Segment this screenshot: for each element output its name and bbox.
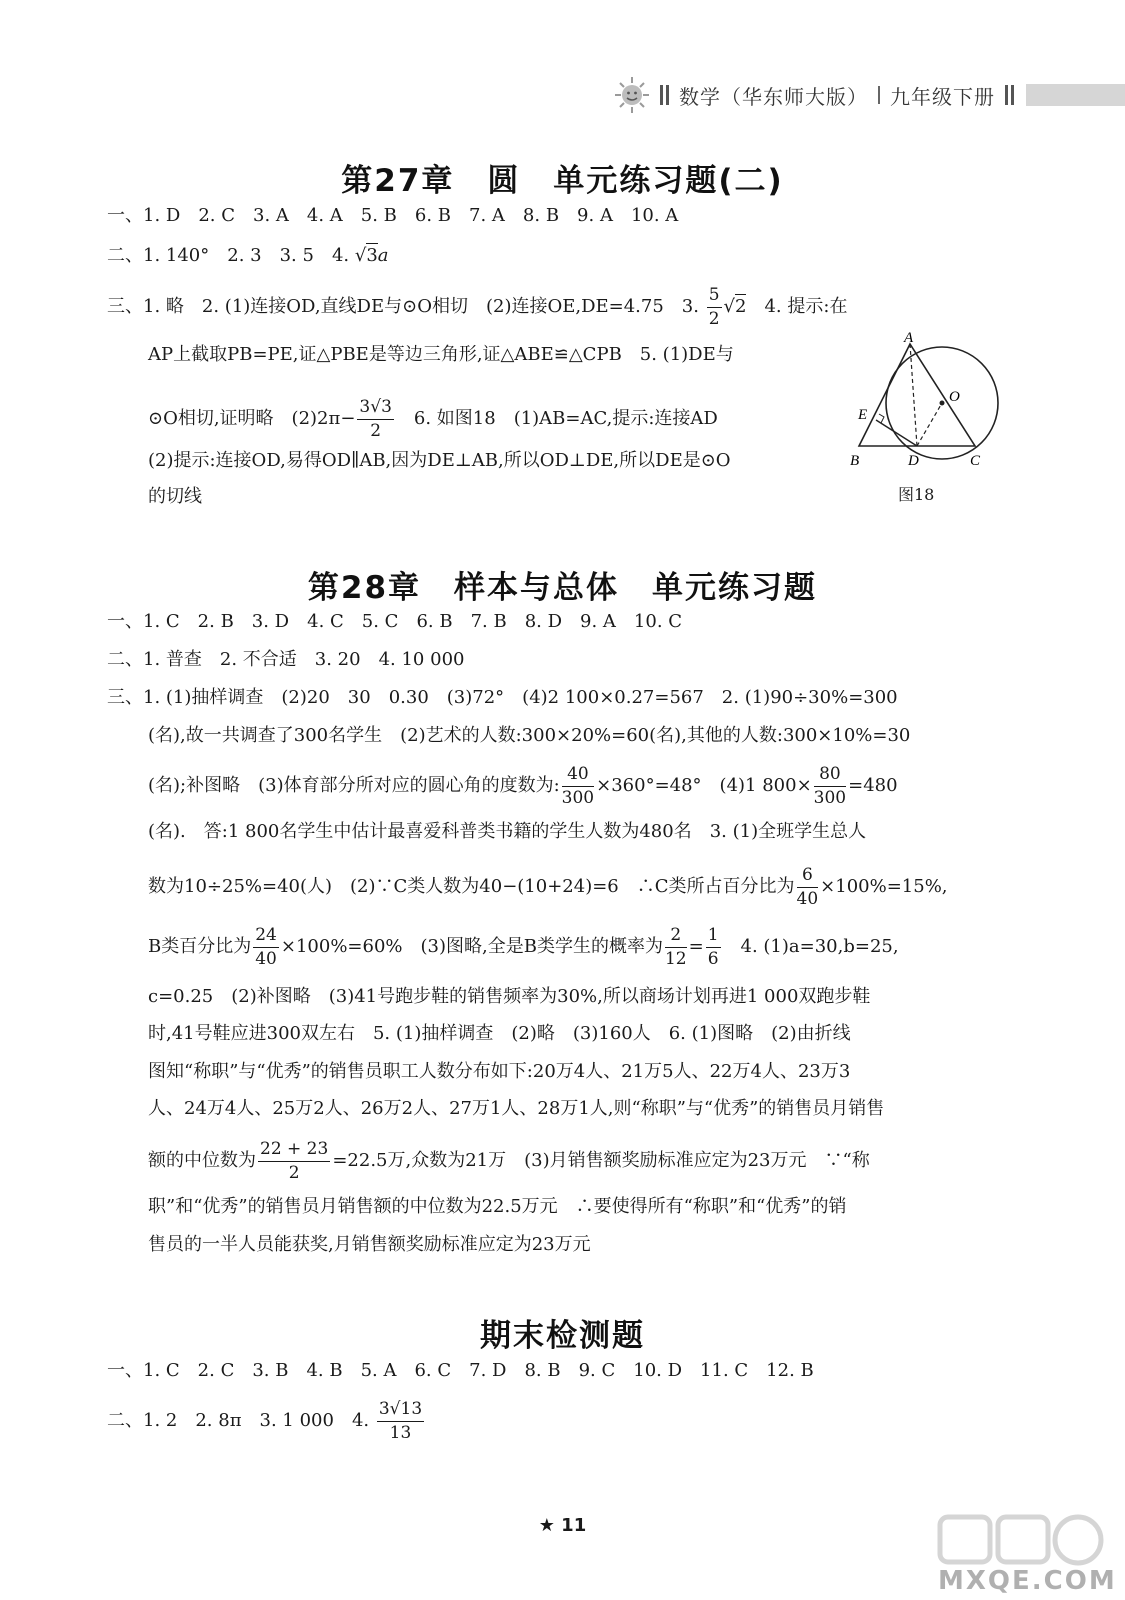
fraction: $\frac{24}{40}$ — [255, 925, 277, 969]
sun-logo-icon — [608, 74, 656, 116]
header-grade: 九年级下册 — [890, 84, 995, 109]
fraction: $\frac{80}{300}$ — [813, 764, 847, 808]
page-number: ★ 11 — [538, 1515, 587, 1536]
header-divider — [666, 85, 669, 105]
ch28-part3-line13: 售员的一半人员能获奖,月销售额奖励标准应定为23万元 — [148, 1234, 591, 1255]
fraction: $\frac{5}{2}$ — [708, 285, 720, 329]
ch28-part3-line8: 时,41号鞋应进300双左右 5. (1)抽样调查 (2)略 (3)160人 6. (1)图略 (2)由折线 — [148, 1023, 851, 1044]
ch28-text-d: 4. (1)a=30,b=25, — [722, 936, 899, 958]
ch28-text-c: =480 — [848, 775, 898, 797]
header-gray-band — [1026, 84, 1125, 106]
fraction: $\frac{2}{12}$ — [664, 925, 687, 969]
ch27-part1: 一、1. D 2. C 3. A 4. A 5. B 6. B 7. A 8. B 9. A 10. A — [107, 205, 679, 226]
ch28-text-b: =22.5万,众数为21万 (3)月销售额奖励标准应定为23万元 ∵“称 — [332, 1150, 870, 1172]
header-subject: 数学（华东师大版） — [679, 84, 868, 109]
ch28-part2: 二、1. 普查 2. 不合适 3. 20 4. 10 000 — [107, 649, 465, 670]
sqrt-value: 2 — [735, 296, 747, 318]
sqrt-value: 3 — [366, 245, 378, 266]
ch28-text-b: ×100%=15%, — [820, 876, 948, 898]
final-part1: 一、1. C 2. C 3. B 4. B 5. A 6. C 7. D 8. B 9. C 10. D 11. C 12. B — [107, 1360, 814, 1381]
ch27-text-b: 6. 如图18 (1)AB=AC,提示:连接AD — [395, 408, 718, 430]
ch27-part3-line5: 的切线 — [148, 486, 202, 507]
ch27-part3-text: 三、1. 略 2. (1)连接OD,直线DE与⊙O相切 (2)连接OE,DE=4.75 3. — [107, 296, 705, 318]
ch27-part2-text: 二、1. 140° 2. 3 3. 5 4. — [107, 245, 355, 266]
figure-18-diagram — [848, 325, 1023, 510]
final-part2 — [107, 1400, 426, 1442]
header-divider — [1011, 85, 1014, 105]
ch28-part3-line11 — [148, 1140, 870, 1182]
ch27-text: ⊙O相切,证明略 (2)2π− — [148, 408, 356, 430]
ch28-text-c: = — [688, 936, 704, 958]
ch28-part3-line5 — [148, 866, 948, 908]
ch27-part3-line3 — [148, 398, 718, 440]
ch28-part3-line1: 三、1. (1)抽样调查 (2)20 30 0.30 (3)72° (4)2 100×0.27=567 2. (1)90÷30%=300 — [107, 687, 898, 708]
point-c-label: C — [970, 453, 981, 469]
ch28-part3-line7: c=0.25 (2)补图略 (3)41号跑步鞋的销售频率为30%,所以商场计划再进1 000双跑步鞋 — [148, 986, 871, 1007]
chapter-27-title: 第27章 圆 单元练习题(二) — [341, 163, 784, 199]
ch27-part3-line4: (2)提示:连接OD,易得OD∥AB,因为DE⊥AB,所以OD⊥DE,所以DE是⊙O — [148, 450, 731, 471]
ch28-text: 额的中位数为 — [148, 1150, 256, 1172]
ch28-text: B类百分比为 — [148, 936, 252, 958]
ch28-part3-line3 — [148, 765, 898, 807]
ch27-part3-line1: 三、1. 略 2. (1)连接OD,直线DE与⊙O相切 (2)连接OE,DE=4.75 3. $\frac{5}{2}$ √2 4. 提示:在 — [107, 285, 848, 329]
figure-18-caption: 图18 — [898, 485, 935, 504]
header-divider — [1005, 85, 1008, 105]
watermark-text: MXQE.COM — [938, 1566, 1117, 1596]
point-a-label: A — [904, 330, 914, 346]
ch27-part2: 二、1. 140° 2. 3 3. 5 4. √3a — [107, 245, 389, 266]
point-e-label: E — [858, 407, 868, 423]
ch28-text: 数为10÷25%=40(人) (2)∵C类人数为40−(10+24)=6 ∴C类所占百分比为 — [148, 876, 795, 898]
ch28-part3-line10: 人、24万4人、25万2人、26万2人、27万1人、28万1人,则“称职”与“优秀”的销售员月销售 — [148, 1098, 885, 1119]
ch27-part3-line2: AP上截取PB=PE,证△PBE是等边三角形,证△ABE≌△CPB 5. (1)DE与 — [148, 344, 734, 365]
ch28-part1: 一、1. C 2. B 3. D 4. C 5. C 6. B 7. B 8. D 9. A 10. C — [107, 611, 683, 632]
fraction: $\frac{3√3}{2}$ — [359, 397, 392, 441]
ch27-part3-text-b: 4. 提示:在 — [746, 296, 848, 318]
ch28-text-b: ×100%=60% (3)图略,全是B类学生的概率为 — [280, 936, 663, 958]
point-d-label: D — [908, 453, 919, 469]
ch28-part3-line9: 图知“称职”与“优秀”的销售员职工人数分布如下:20万4人、21万5人、22万4人、23万3 — [148, 1061, 851, 1082]
fraction: $\frac{3√13}{13}$ — [378, 1399, 423, 1443]
fraction: $\frac{22 + 23}{2}$ — [260, 1139, 329, 1183]
fraction: $\frac{6}{40}$ — [796, 865, 819, 909]
fraction: $\frac{40}{300}$ — [561, 764, 595, 808]
header-separator — [878, 86, 880, 104]
ch28-part3-line4: (名). 答:1 800名学生中估计最喜爱科普类书籍的学生人数为480名 3. (1)全班学生总人 — [148, 821, 867, 842]
final-exam-title: 期末检测题 — [480, 1318, 645, 1354]
fraction: $\frac{1}{6}$ — [707, 925, 719, 969]
ch28-part3-line2: (名),故一共调查了300名学生 (2)艺术的人数:300×20%=60(名),其他的人数:300×10%=30 — [148, 725, 911, 746]
ch28-text-b: ×360°=48° (4)1 800× — [596, 775, 812, 797]
ch28-text: (名);补图略 (3)体育部分所对应的圆心角的度数为: — [148, 775, 560, 797]
variable-a: a — [377, 245, 389, 266]
page-header — [608, 74, 1125, 116]
point-b-label: B — [850, 453, 860, 469]
final-text: 二、1. 2 2. 8π 3. 1 000 4. — [107, 1410, 375, 1432]
ch28-part3-line12: 职”和“优秀”的销售员月销售额的中位数为22.5万元 ∴要使得所有“称职”和“优秀”的销 — [148, 1196, 847, 1217]
header-divider — [660, 85, 663, 105]
chapter-28-title: 第28章 样本与总体 单元练习题 — [307, 570, 818, 606]
ch28-part3-line6 — [148, 926, 899, 968]
point-o-label: O — [949, 389, 960, 405]
